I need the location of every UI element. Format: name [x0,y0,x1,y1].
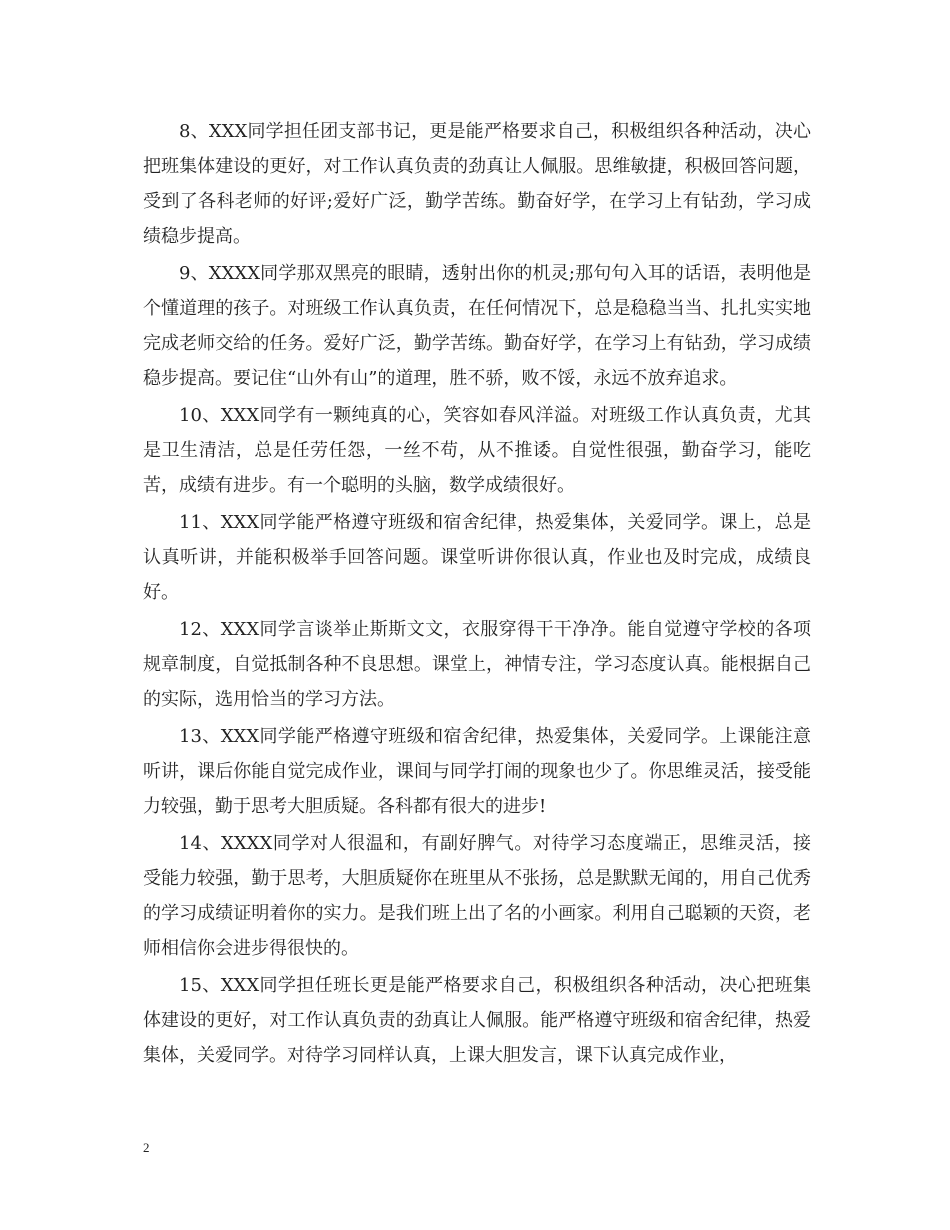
comment-paragraph-10: 10、XXX同学有一颗纯真的心，笑容如春风洋溢。对班级工作认真负责，尤其是卫生清洁，总是任劳任怨，一丝不苟，从不推诿。自觉性很强，勤奋学习，能吃苦，成绩有进步。有一个聪明的头脑，数学成绩很好。 [143,405,811,496]
comment-paragraph-9: 9、XXXX同学那双黑亮的眼睛，透射出你的机灵;那句句入耳的话语，表明他是个懂道理的孩子。对班级工作认真负责，在任何情况下，总是稳稳当当、扎扎实实地完成老师交给的任务。爱好广泛，勤学苦练。勤奋好学，在学习上有钻劲，学习成绩稳步提高。要记住“山外有山”的道理，胜不骄，败不馁，永远不放弃追求。 [143,263,811,389]
comment-paragraph-11: 11、XXX同学能严格遵守班级和宿舍纪律，热爱集体，关爱同学。课上，总是认真听讲，并能积极举手回答问题。课堂听讲你很认真，作业也及时完成，成绩良好。 [143,512,811,603]
document-body [143,114,811,1075]
comment-paragraph-15: 15、XXX同学担任班长更是能严格要求自己，积极组织各种活动，决心把班集体建设的更好，对工作认真负责的劲真让人佩服。能严格遵守班级和宿舍纪律，热爱集体，关爱同学。对待学习同样认真，上课大胆发言，课下认真完成作业， [143,975,811,1066]
comment-paragraph-14: 14、XXXX同学对人很温和，有副好脾气。对待学习态度端正，思维灵活，接受能力较强，勤于思考，大胆质疑你在班里从不张扬，总是默默无闻的，用自己优秀的学习成绩证明着你的实力。是我们班上出了名的小画家。利用自己聪颖的天资，老师相信你会进步得很快的。 [143,833,811,959]
page-number: 2 [143,1140,150,1155]
comment-paragraph-12: 12、XXX同学言谈举止斯斯文文，衣服穿得干干净净。能自觉遵守学校的各项规章制度，自觉抵制各种不良思想。课堂上，神情专注，学习态度认真。能根据自己的实际，选用恰当的学习方法。 [143,619,811,710]
comment-paragraph-8: 8、XXX同学担任团支部书记，更是能严格要求自己，积极组织各种活动，决心把班集体建设的更好，对工作认真负责的劲真让人佩服。思维敏捷，积极回答问题，受到了各科老师的好评;爱好广泛，勤学苦练。勤奋好学，在学习上有钻劲，学习成绩稳步提高。 [143,121,811,247]
comment-paragraph-13: 13、XXX同学能严格遵守班级和宿舍纪律，热爱集体，关爱同学。上课能注意听讲，课后你能自觉完成作业，课间与同学打闹的现象也少了。你思维灵活，接受能力较强，勤于思考大胆质疑。各科都有很大的进步! [143,726,811,817]
